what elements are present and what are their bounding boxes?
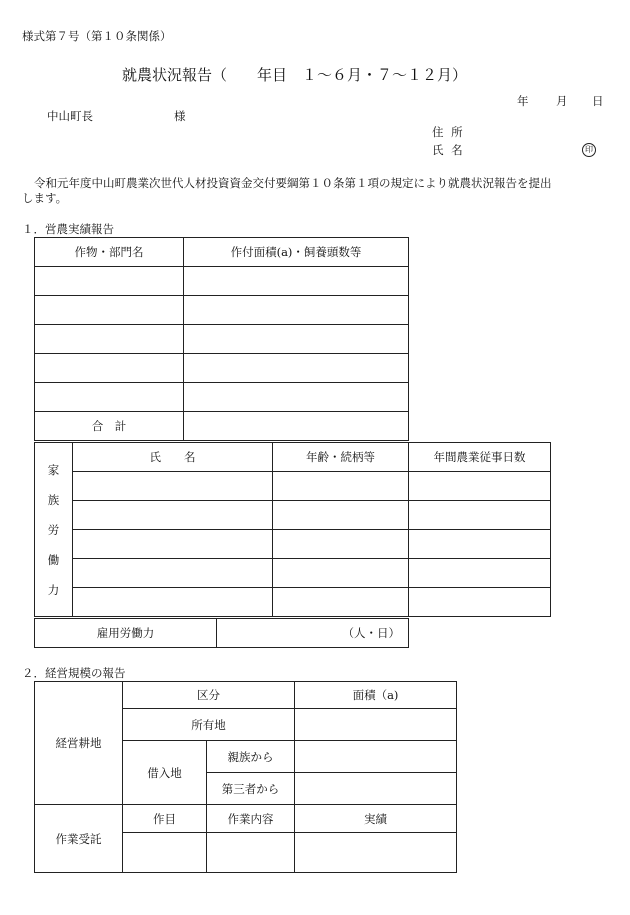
total-value[interactable] <box>184 412 409 441</box>
date-day-label: 日 <box>592 94 604 108</box>
table-row <box>35 296 409 325</box>
table-row <box>35 472 551 501</box>
owned-label: 所有地 <box>123 709 295 741</box>
contract-crop-header: 作目 <box>123 805 207 833</box>
table-row <box>35 559 551 588</box>
form-number: 様式第７号（第１０条関係） <box>22 29 172 43</box>
table-row <box>35 267 409 296</box>
from-third-label: 第三者から <box>207 773 295 805</box>
table-row <box>35 530 551 559</box>
contract-work-header: 作業内容 <box>207 805 295 833</box>
table-row <box>35 383 409 412</box>
hired-labor-table <box>34 618 409 648</box>
area-header: 面積（a) <box>295 682 457 709</box>
leased-label: 借入地 <box>123 741 207 805</box>
category-header: 区分 <box>123 682 295 709</box>
intro-line-2: します。 <box>22 191 68 205</box>
table-row <box>35 588 551 617</box>
scale-table <box>34 681 457 873</box>
family-age-header: 年齢・続柄等 <box>273 443 409 472</box>
family-labor-table <box>34 442 551 617</box>
hired-label: 雇用労働力 <box>35 619 217 648</box>
hired-value[interactable] <box>217 619 409 648</box>
honorific: 様 <box>174 109 186 123</box>
table-row <box>35 325 409 354</box>
area-header: 作付面積(a)・飼養頭数等 <box>184 238 409 267</box>
page-title: 就農状況報告（ 年目 １～６月・７～１２月） <box>122 66 468 84</box>
seal-mark: 印 <box>582 141 596 157</box>
table-row <box>35 501 551 530</box>
family-labor-label: 家 族 労 働 力 <box>35 443 73 617</box>
from-family-area[interactable] <box>295 741 457 773</box>
crop-table <box>34 237 409 441</box>
total-label: 合 計 <box>35 412 184 441</box>
hired-unit: （人・日） <box>342 626 400 640</box>
contract-label: 作業受託 <box>35 805 123 873</box>
recipient: 中山町長 <box>47 109 93 123</box>
intro-line-1: 令和元年度中山町農業次世代人材投資資金交付要綱第１０条第１項の規定により就農状況報告を提出 <box>34 176 552 190</box>
farmland-label: 経営耕地 <box>35 682 123 805</box>
table-row <box>35 354 409 383</box>
from-third-area[interactable] <box>295 773 457 805</box>
name-label: 氏 名 <box>432 143 463 157</box>
owned-area[interactable] <box>295 709 457 741</box>
crop-header: 作物・部門名 <box>35 238 184 267</box>
address-label: 住 所 <box>432 125 463 139</box>
date-year-label: 年 <box>517 94 529 108</box>
from-family-label: 親族から <box>207 741 295 773</box>
section1-heading: １．営農実績報告 <box>22 222 114 236</box>
family-name-header: 氏 名 <box>73 443 273 472</box>
contract-result-header: 実績 <box>295 805 457 833</box>
family-days-header: 年間農業従事日数 <box>409 443 551 472</box>
date-month-label: 月 <box>556 94 568 108</box>
section2-heading: ２．経営規模の報告 <box>22 666 126 680</box>
